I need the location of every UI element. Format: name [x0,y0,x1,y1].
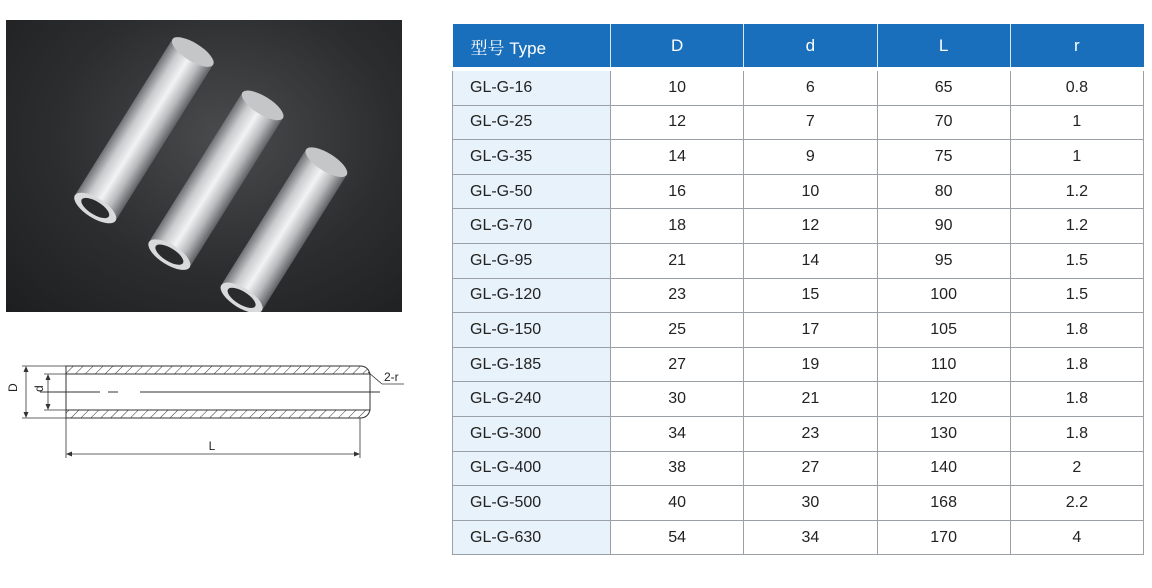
value-cell: 105 [877,313,1010,348]
type-cell: GL-G-70 [453,209,611,244]
value-cell: 90 [877,209,1010,244]
value-cell: 80 [877,174,1010,209]
value-cell: 130 [877,416,1010,451]
table-row [453,105,1144,140]
type-cell: GL-G-25 [453,105,611,140]
value-cell: 2 [1010,451,1143,486]
connector-tubes-image [6,20,402,312]
value-cell: 19 [744,347,877,382]
value-cell: 12 [611,105,744,140]
type-cell: GL-G-95 [453,243,611,278]
type-cell: GL-G-120 [453,278,611,313]
product-photo [6,20,402,312]
value-cell: 14 [744,243,877,278]
value-cell: 14 [611,140,744,175]
type-cell: GL-G-630 [453,520,611,555]
label-r: 2-r [384,370,399,384]
label-D: D [6,383,20,392]
value-cell: 95 [877,243,1010,278]
value-cell: 54 [611,520,744,555]
table-row [453,486,1144,521]
value-cell: 34 [744,520,877,555]
value-cell: 1.2 [1010,174,1143,209]
value-cell: 9 [744,140,877,175]
value-cell: 23 [611,278,744,313]
value-cell: 10 [744,174,877,209]
table-row [453,278,1144,313]
value-cell: 7 [744,105,877,140]
value-cell: 1.5 [1010,278,1143,313]
value-cell: 1.8 [1010,416,1143,451]
value-cell: 23 [744,416,877,451]
value-cell: 10 [611,69,744,105]
table-row [453,347,1144,382]
value-cell: 34 [611,416,744,451]
value-cell: 1.8 [1010,313,1143,348]
type-cell: GL-G-300 [453,416,611,451]
header-D: D [611,25,744,70]
type-cell: GL-G-400 [453,451,611,486]
value-cell: 6 [744,69,877,105]
value-cell: 70 [877,105,1010,140]
value-cell: 1.8 [1010,382,1143,417]
value-cell: 18 [611,209,744,244]
value-cell: 2.2 [1010,486,1143,521]
value-cell: 16 [611,174,744,209]
spec-table [452,24,1144,555]
value-cell: 1 [1010,140,1143,175]
type-cell: GL-G-35 [453,140,611,175]
header-r: r [1010,25,1143,70]
table-row [453,209,1144,244]
type-cell: GL-G-150 [453,313,611,348]
type-cell: GL-G-50 [453,174,611,209]
value-cell: 120 [877,382,1010,417]
table-header-row [453,25,1144,70]
type-cell: GL-G-500 [453,486,611,521]
value-cell: 170 [877,520,1010,555]
table-row [453,69,1144,105]
type-cell: GL-G-240 [453,382,611,417]
value-cell: 30 [611,382,744,417]
spec-table-container [452,24,1144,555]
header-d: d [744,25,877,70]
table-row [453,382,1144,417]
type-cell: GL-G-16 [453,69,611,105]
table-row [453,451,1144,486]
value-cell: 21 [611,243,744,278]
value-cell: 0.8 [1010,69,1143,105]
value-cell: 168 [877,486,1010,521]
value-cell: 38 [611,451,744,486]
value-cell: 110 [877,347,1010,382]
dimension-drawing [0,350,420,470]
value-cell: 1.5 [1010,243,1143,278]
value-cell: 27 [744,451,877,486]
header-type: 型号 Type [453,25,611,70]
table-row [453,520,1144,555]
value-cell: 75 [877,140,1010,175]
value-cell: 4 [1010,520,1143,555]
value-cell: 15 [744,278,877,313]
table-row [453,243,1144,278]
table-row [453,140,1144,175]
value-cell: 27 [611,347,744,382]
value-cell: 1 [1010,105,1143,140]
value-cell: 100 [877,278,1010,313]
type-cell: GL-G-185 [453,347,611,382]
value-cell: 25 [611,313,744,348]
value-cell: 140 [877,451,1010,486]
value-cell: 21 [744,382,877,417]
value-cell: 40 [611,486,744,521]
label-L: L [208,439,216,453]
table-row [453,174,1144,209]
value-cell: 1.2 [1010,209,1143,244]
table-row [453,313,1144,348]
label-d: d [32,385,46,392]
value-cell: 30 [744,486,877,521]
value-cell: 12 [744,209,877,244]
header-L: L [877,25,1010,70]
value-cell: 65 [877,69,1010,105]
table-row [453,416,1144,451]
value-cell: 17 [744,313,877,348]
value-cell: 1.8 [1010,347,1143,382]
